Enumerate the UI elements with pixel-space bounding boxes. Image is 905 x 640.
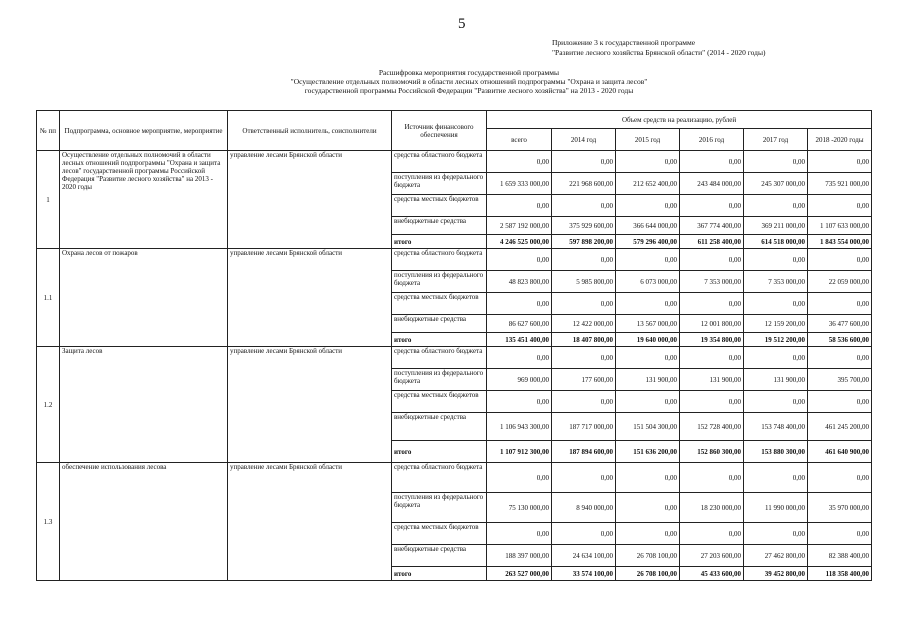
source-total: итого: [392, 333, 487, 347]
amount-cell: 0,00: [744, 463, 808, 493]
source-regional: средства областного бюджета: [392, 249, 487, 271]
header-source: Источник финансового обеспечения: [392, 111, 487, 151]
amount-cell: 0,00: [680, 151, 744, 173]
row-index: 1: [37, 151, 60, 249]
amount-cell: 0,00: [808, 151, 872, 173]
amount-cell: 212 652 400,00: [616, 173, 680, 195]
amount-cell: 597 898 200,00: [552, 235, 616, 249]
amount-cell: 177 600,00: [552, 369, 616, 391]
amount-cell: 0,00: [808, 391, 872, 413]
source-offbudget: внебюджетные средства: [392, 315, 487, 333]
responsible-executor: управление лесами Брянской области: [228, 463, 392, 581]
amount-cell: 7 353 000,00: [680, 271, 744, 293]
amount-cell: 153 748 400,00: [744, 413, 808, 441]
amount-cell: 0,00: [808, 293, 872, 315]
amount-cell: 35 970 000,00: [808, 493, 872, 523]
amount-cell: 11 990 000,00: [744, 493, 808, 523]
amount-cell: 579 296 400,00: [616, 235, 680, 249]
table-row: [37, 347, 872, 369]
responsible-executor: управление лесами Брянской области: [228, 151, 392, 249]
amount-cell: 0,00: [808, 249, 872, 271]
amount-cell: 735 921 000,00: [808, 173, 872, 195]
amount-cell: 245 307 000,00: [744, 173, 808, 195]
row-index: 1.3: [37, 463, 60, 581]
amount-cell: 39 452 800,00: [744, 567, 808, 581]
amount-cell: 0,00: [680, 391, 744, 413]
document-title: [236, 68, 702, 95]
amount-cell: 45 433 600,00: [680, 567, 744, 581]
amount-cell: 0,00: [808, 523, 872, 545]
amount-cell: 0,00: [744, 523, 808, 545]
header-num: № пп: [37, 111, 60, 151]
amount-cell: 0,00: [808, 347, 872, 369]
source-federal: поступления из федерального бюджета: [392, 493, 487, 523]
amount-cell: 0,00: [487, 523, 552, 545]
amount-cell: 12 422 000,00: [552, 315, 616, 333]
amount-cell: 0,00: [680, 293, 744, 315]
budget-table: [36, 110, 872, 581]
amount-cell: 0,00: [487, 463, 552, 493]
amount-cell: 0,00: [744, 151, 808, 173]
amount-cell: 0,00: [744, 195, 808, 217]
amount-cell: 12 001 800,00: [680, 315, 744, 333]
amount-cell: 0,00: [680, 463, 744, 493]
amount-cell: 27 203 600,00: [680, 545, 744, 567]
appendix-line-1: Приложение 3 к государственной программе: [552, 38, 696, 47]
amount-cell: 611 258 400,00: [680, 235, 744, 249]
amount-cell: 221 968 600,00: [552, 173, 616, 195]
amount-cell: 86 627 600,00: [487, 315, 552, 333]
source-regional: средства областного бюджета: [392, 151, 487, 173]
amount-cell: 4 246 525 000,00: [487, 235, 552, 249]
header-responsible: Ответственный исполнитель, соисполнители: [228, 111, 392, 151]
amount-cell: 0,00: [552, 523, 616, 545]
title-line-3: государственной программы Российской Федерации "Развитие лесного хозяйства" на 2013 - 2020 годы: [304, 86, 634, 95]
amount-cell: 151 504 300,00: [616, 413, 680, 441]
amount-cell: 19 640 000,00: [616, 333, 680, 347]
amount-cell: 0,00: [487, 293, 552, 315]
amount-cell: 0,00: [616, 523, 680, 545]
source-offbudget: внебюджетные средства: [392, 545, 487, 567]
amount-cell: 0,00: [487, 151, 552, 173]
table-row: [37, 463, 872, 493]
amount-cell: 187 894 600,00: [552, 441, 616, 463]
amount-cell: 152 728 400,00: [680, 413, 744, 441]
amount-cell: 0,00: [616, 195, 680, 217]
amount-cell: 0,00: [616, 391, 680, 413]
amount-cell: 369 211 000,00: [744, 217, 808, 235]
amount-cell: 135 451 400,00: [487, 333, 552, 347]
amount-cell: 0,00: [487, 195, 552, 217]
amount-cell: 0,00: [680, 249, 744, 271]
amount-cell: 1 106 943 300,00: [487, 413, 552, 441]
amount-cell: 5 985 800,00: [552, 271, 616, 293]
amount-cell: 82 388 400,00: [808, 545, 872, 567]
source-federal: поступления из федерального бюджета: [392, 173, 487, 195]
amount-cell: 0,00: [487, 391, 552, 413]
amount-cell: 0,00: [616, 293, 680, 315]
page-number: 5: [458, 16, 466, 32]
amount-cell: 151 636 200,00: [616, 441, 680, 463]
amount-cell: 26 708 100,00: [616, 567, 680, 581]
amount-cell: 0,00: [552, 293, 616, 315]
amount-cell: 0,00: [744, 293, 808, 315]
amount-cell: 0,00: [616, 493, 680, 523]
source-federal: поступления из федерального бюджета: [392, 271, 487, 293]
amount-cell: 153 880 300,00: [744, 441, 808, 463]
amount-cell: 48 823 800,00: [487, 271, 552, 293]
amount-cell: 24 634 100,00: [552, 545, 616, 567]
appendix-line-2: "Развитие лесного хозяйства Брянской области" (2014 - 2020 годы): [552, 48, 766, 57]
amount-cell: 614 518 000,00: [744, 235, 808, 249]
amount-cell: 0,00: [808, 463, 872, 493]
amount-cell: 131 900,00: [680, 369, 744, 391]
amount-cell: 0,00: [552, 151, 616, 173]
source-regional: средства областного бюджета: [392, 347, 487, 369]
header-volume: Объем средств на реализацию, рублей: [487, 111, 872, 129]
amount-cell: 969 000,00: [487, 369, 552, 391]
amount-cell: 8 940 000,00: [552, 493, 616, 523]
amount-cell: 0,00: [808, 195, 872, 217]
source-regional: средства областного бюджета: [392, 463, 487, 493]
amount-cell: 395 700,00: [808, 369, 872, 391]
amount-cell: 0,00: [552, 391, 616, 413]
amount-cell: 118 358 400,00: [808, 567, 872, 581]
program-name: Охрана лесов от пожаров: [60, 249, 228, 347]
amount-cell: 0,00: [552, 249, 616, 271]
source-total: итого: [392, 235, 487, 249]
row-index: 1.1: [37, 249, 60, 347]
amount-cell: 461 245 200,00: [808, 413, 872, 441]
row-index: 1.2: [37, 347, 60, 463]
amount-cell: 0,00: [744, 391, 808, 413]
amount-cell: 0,00: [616, 151, 680, 173]
amount-cell: 0,00: [680, 195, 744, 217]
amount-cell: 131 900,00: [616, 369, 680, 391]
amount-cell: 75 130 000,00: [487, 493, 552, 523]
amount-cell: 26 708 100,00: [616, 545, 680, 567]
amount-cell: 0,00: [616, 347, 680, 369]
amount-cell: 188 397 000,00: [487, 545, 552, 567]
program-name: обеспечение использования лесова: [60, 463, 228, 581]
amount-cell: 12 159 200,00: [744, 315, 808, 333]
amount-cell: 243 484 000,00: [680, 173, 744, 195]
source-total: итого: [392, 441, 487, 463]
title-line-1: Расшифровка мероприятия государственной программы: [378, 68, 560, 77]
amount-cell: 366 644 000,00: [616, 217, 680, 235]
amount-cell: 0,00: [616, 249, 680, 271]
source-local: средства местных бюджетов: [392, 195, 487, 217]
source-offbudget: внебюджетные средства: [392, 217, 487, 235]
amount-cell: 0,00: [552, 347, 616, 369]
amount-cell: 263 527 000,00: [487, 567, 552, 581]
source-federal: поступления из федерального бюджета: [392, 369, 487, 391]
header-2015: 2015 год: [616, 129, 680, 151]
amount-cell: 18 230 000,00: [680, 493, 744, 523]
amount-cell: 1 843 554 000,00: [808, 235, 872, 249]
amount-cell: 0,00: [744, 347, 808, 369]
amount-cell: 33 574 100,00: [552, 567, 616, 581]
amount-cell: 27 462 800,00: [744, 545, 808, 567]
amount-cell: 13 567 000,00: [616, 315, 680, 333]
header-total: всего: [487, 129, 552, 151]
amount-cell: 375 929 600,00: [552, 217, 616, 235]
amount-cell: 18 407 800,00: [552, 333, 616, 347]
source-total: итого: [392, 567, 487, 581]
amount-cell: 2 587 192 000,00: [487, 217, 552, 235]
amount-cell: 131 900,00: [744, 369, 808, 391]
program-name: Осуществление отдельных полномочий в области лесных отношений подпрограммы "Охрана и защита лесов" государственной программы Российской Федерация "Развитие лесного хозяйства" на 2013 - 2020 годы: [60, 151, 228, 249]
source-local: средства местных бюджетов: [392, 293, 487, 315]
amount-cell: 22 059 000,00: [808, 271, 872, 293]
title-line-2: "Осуществление отдельных полномочий в области лесных отношений подпрограммы "Охрана и защита лесов": [290, 77, 648, 86]
amount-cell: 367 774 400,00: [680, 217, 744, 235]
amount-cell: 7 353 000,00: [744, 271, 808, 293]
amount-cell: 36 477 600,00: [808, 315, 872, 333]
header-2016: 2016 год: [680, 129, 744, 151]
program-name: Защита лесов: [60, 347, 228, 463]
amount-cell: 0,00: [616, 463, 680, 493]
header-2018-2020: 2018 -2020 годы: [808, 129, 872, 151]
appendix-note: [552, 38, 766, 58]
amount-cell: 0,00: [680, 347, 744, 369]
amount-cell: 19 354 800,00: [680, 333, 744, 347]
source-local: средства местных бюджетов: [392, 523, 487, 545]
responsible-executor: управление лесами Брянской области: [228, 249, 392, 347]
amount-cell: 0,00: [487, 249, 552, 271]
amount-cell: 0,00: [552, 195, 616, 217]
amount-cell: 187 717 000,00: [552, 413, 616, 441]
amount-cell: 0,00: [680, 523, 744, 545]
amount-cell: 6 073 000,00: [616, 271, 680, 293]
amount-cell: 461 640 900,00: [808, 441, 872, 463]
source-offbudget: внебюджетные средства: [392, 413, 487, 441]
header-2014: 2014 год: [552, 129, 616, 151]
amount-cell: 58 536 600,00: [808, 333, 872, 347]
responsible-executor: управление лесами Брянской области: [228, 347, 392, 463]
amount-cell: 0,00: [744, 249, 808, 271]
amount-cell: 0,00: [552, 463, 616, 493]
amount-cell: 19 512 200,00: [744, 333, 808, 347]
amount-cell: 152 860 300,00: [680, 441, 744, 463]
table-row: [37, 249, 872, 271]
amount-cell: 1 107 633 000,00: [808, 217, 872, 235]
amount-cell: 1 107 912 300,00: [487, 441, 552, 463]
amount-cell: 1 659 333 000,00: [487, 173, 552, 195]
table-row: [37, 151, 872, 173]
source-local: средства местных бюджетов: [392, 391, 487, 413]
amount-cell: 0,00: [487, 347, 552, 369]
header-2017: 2017 год: [744, 129, 808, 151]
header-program: Подпрограмма, основное мероприятие, мероприятие: [60, 111, 228, 151]
